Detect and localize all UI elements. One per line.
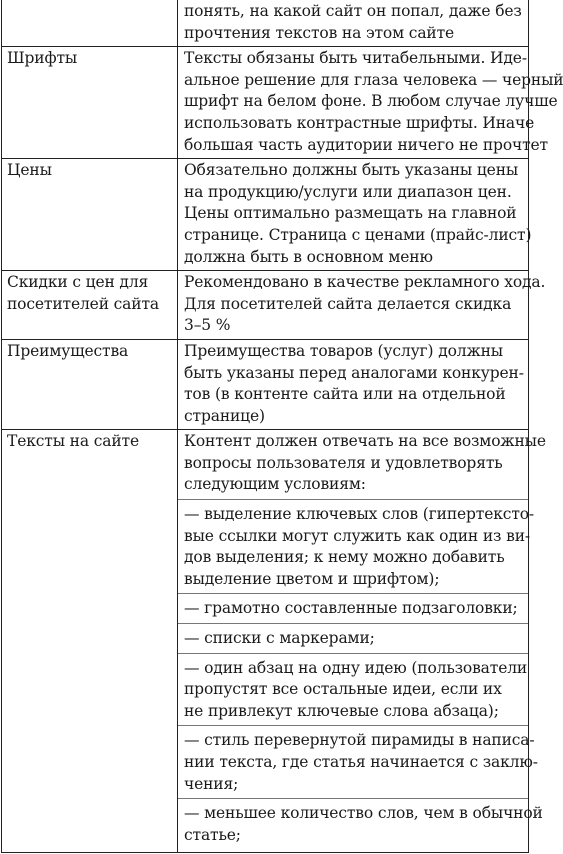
content-block — [178, 593, 528, 623]
content-line: быть указаны перед аналогами конкурен- — [184, 363, 524, 382]
row-label: Преимущества — [7, 341, 129, 360]
content-block — [178, 499, 535, 593]
content-line: — стиль перевернутой пирамиды в написа- — [184, 731, 535, 750]
content-line: дов выделения; к нему можно добавить — [184, 548, 505, 567]
table-row — [2, 339, 529, 429]
row-content-cell — [178, 47, 563, 159]
content-line: тов (в контенте сайта или на отдельной — [184, 385, 506, 404]
content-line: следующим условиям: — [184, 475, 366, 494]
table-row — [2, 47, 529, 159]
table-row — [2, 430, 529, 853]
table-row — [2, 271, 529, 340]
content-line: странице) — [184, 406, 265, 425]
content-line: Для посетителей сайта делается скидка — [184, 294, 512, 313]
content-line: вые ссылки могут служить как один из ви- — [184, 526, 530, 545]
content-line: — списки с маркерами; — [184, 629, 375, 648]
content-line: альное решение для глаза человека — черный — [184, 70, 563, 89]
row-content-cell — [178, 271, 546, 340]
content-line: большая часть аудитории ничего не прочтет — [184, 135, 548, 154]
content-line: Контент должен отвечать на все возможные — [184, 432, 546, 451]
table-row — [2, 0, 529, 47]
content-block — [178, 623, 528, 653]
content-line: прочтения текстов на этом сайте — [184, 23, 455, 42]
content-line: нии текста, где статья начинается с заклю- — [184, 753, 538, 771]
row-label: Шрифты — [7, 49, 78, 68]
row-label-cell — [2, 339, 178, 429]
content-line: на продукцию/услуги или диапазон цен. — [184, 182, 512, 201]
row-label-cell — [2, 0, 178, 47]
content-line: чения; — [184, 774, 239, 793]
content-block — [178, 431, 546, 499]
row-content-cell — [178, 0, 529, 47]
content-line: использовать контрастные шрифты. Иначе — [184, 113, 535, 132]
content-line: вопросы пользователя и удовлетворять — [184, 453, 503, 472]
table-row — [2, 159, 529, 271]
content-block — [178, 798, 543, 852]
content-line: понять, на какой сайт он попал, даже без — [184, 2, 522, 20]
row-content-cell — [178, 430, 546, 853]
row-label: Тексты на сайте — [7, 432, 139, 451]
content-line: должна быть в основном меню — [184, 247, 433, 266]
content-line: Тексты обязаны быть читабельными. Иде- — [184, 49, 527, 68]
content-line: Преимущества товаров (услуг) должны — [184, 341, 503, 360]
content-line: шрифт на белом фоне. В любом случае лучше — [184, 92, 558, 111]
content-line: статье; — [184, 825, 241, 844]
row-label: Цены — [7, 161, 52, 180]
row-label-cell — [2, 271, 178, 340]
content-line: странице. Страница с ценами (прайс-лист) — [184, 225, 532, 244]
content-line: Цены оптимально размещать на главной — [184, 204, 517, 223]
content-block — [178, 725, 538, 798]
content-line: 3–5 % — [184, 316, 231, 335]
content-block — [178, 653, 528, 726]
row-label-cell — [2, 430, 178, 853]
content-line: Рекомендовано в качестве рекламного хода. — [184, 273, 546, 292]
row-label: посетителей сайта — [7, 294, 159, 313]
content-line: — один абзац на одну идею (пользователи — [184, 658, 528, 677]
content-line: пропустят все остальные идеи, если их — [184, 680, 502, 699]
row-label-cell — [2, 47, 178, 159]
row-label: Скидки с цен для — [7, 273, 149, 292]
row-label-cell — [2, 159, 178, 271]
row-content-cell — [178, 339, 529, 429]
content-line: — грамотно составленные подзаголовки; — [184, 599, 518, 618]
content-line: не привлекут ключевые слова абзаца); — [184, 701, 499, 720]
row-content-cell — [178, 159, 532, 271]
content-line: — выделение ключевых слов (гипертексто- — [184, 505, 535, 524]
content-line: — меньшее количество слов, чем в обычной — [184, 804, 543, 823]
content-line: выделение цветом и шрифтом); — [184, 569, 440, 588]
recommendations-table — [1, 0, 563, 853]
content-line: Обязательно должны быть указаны цены — [184, 161, 519, 180]
